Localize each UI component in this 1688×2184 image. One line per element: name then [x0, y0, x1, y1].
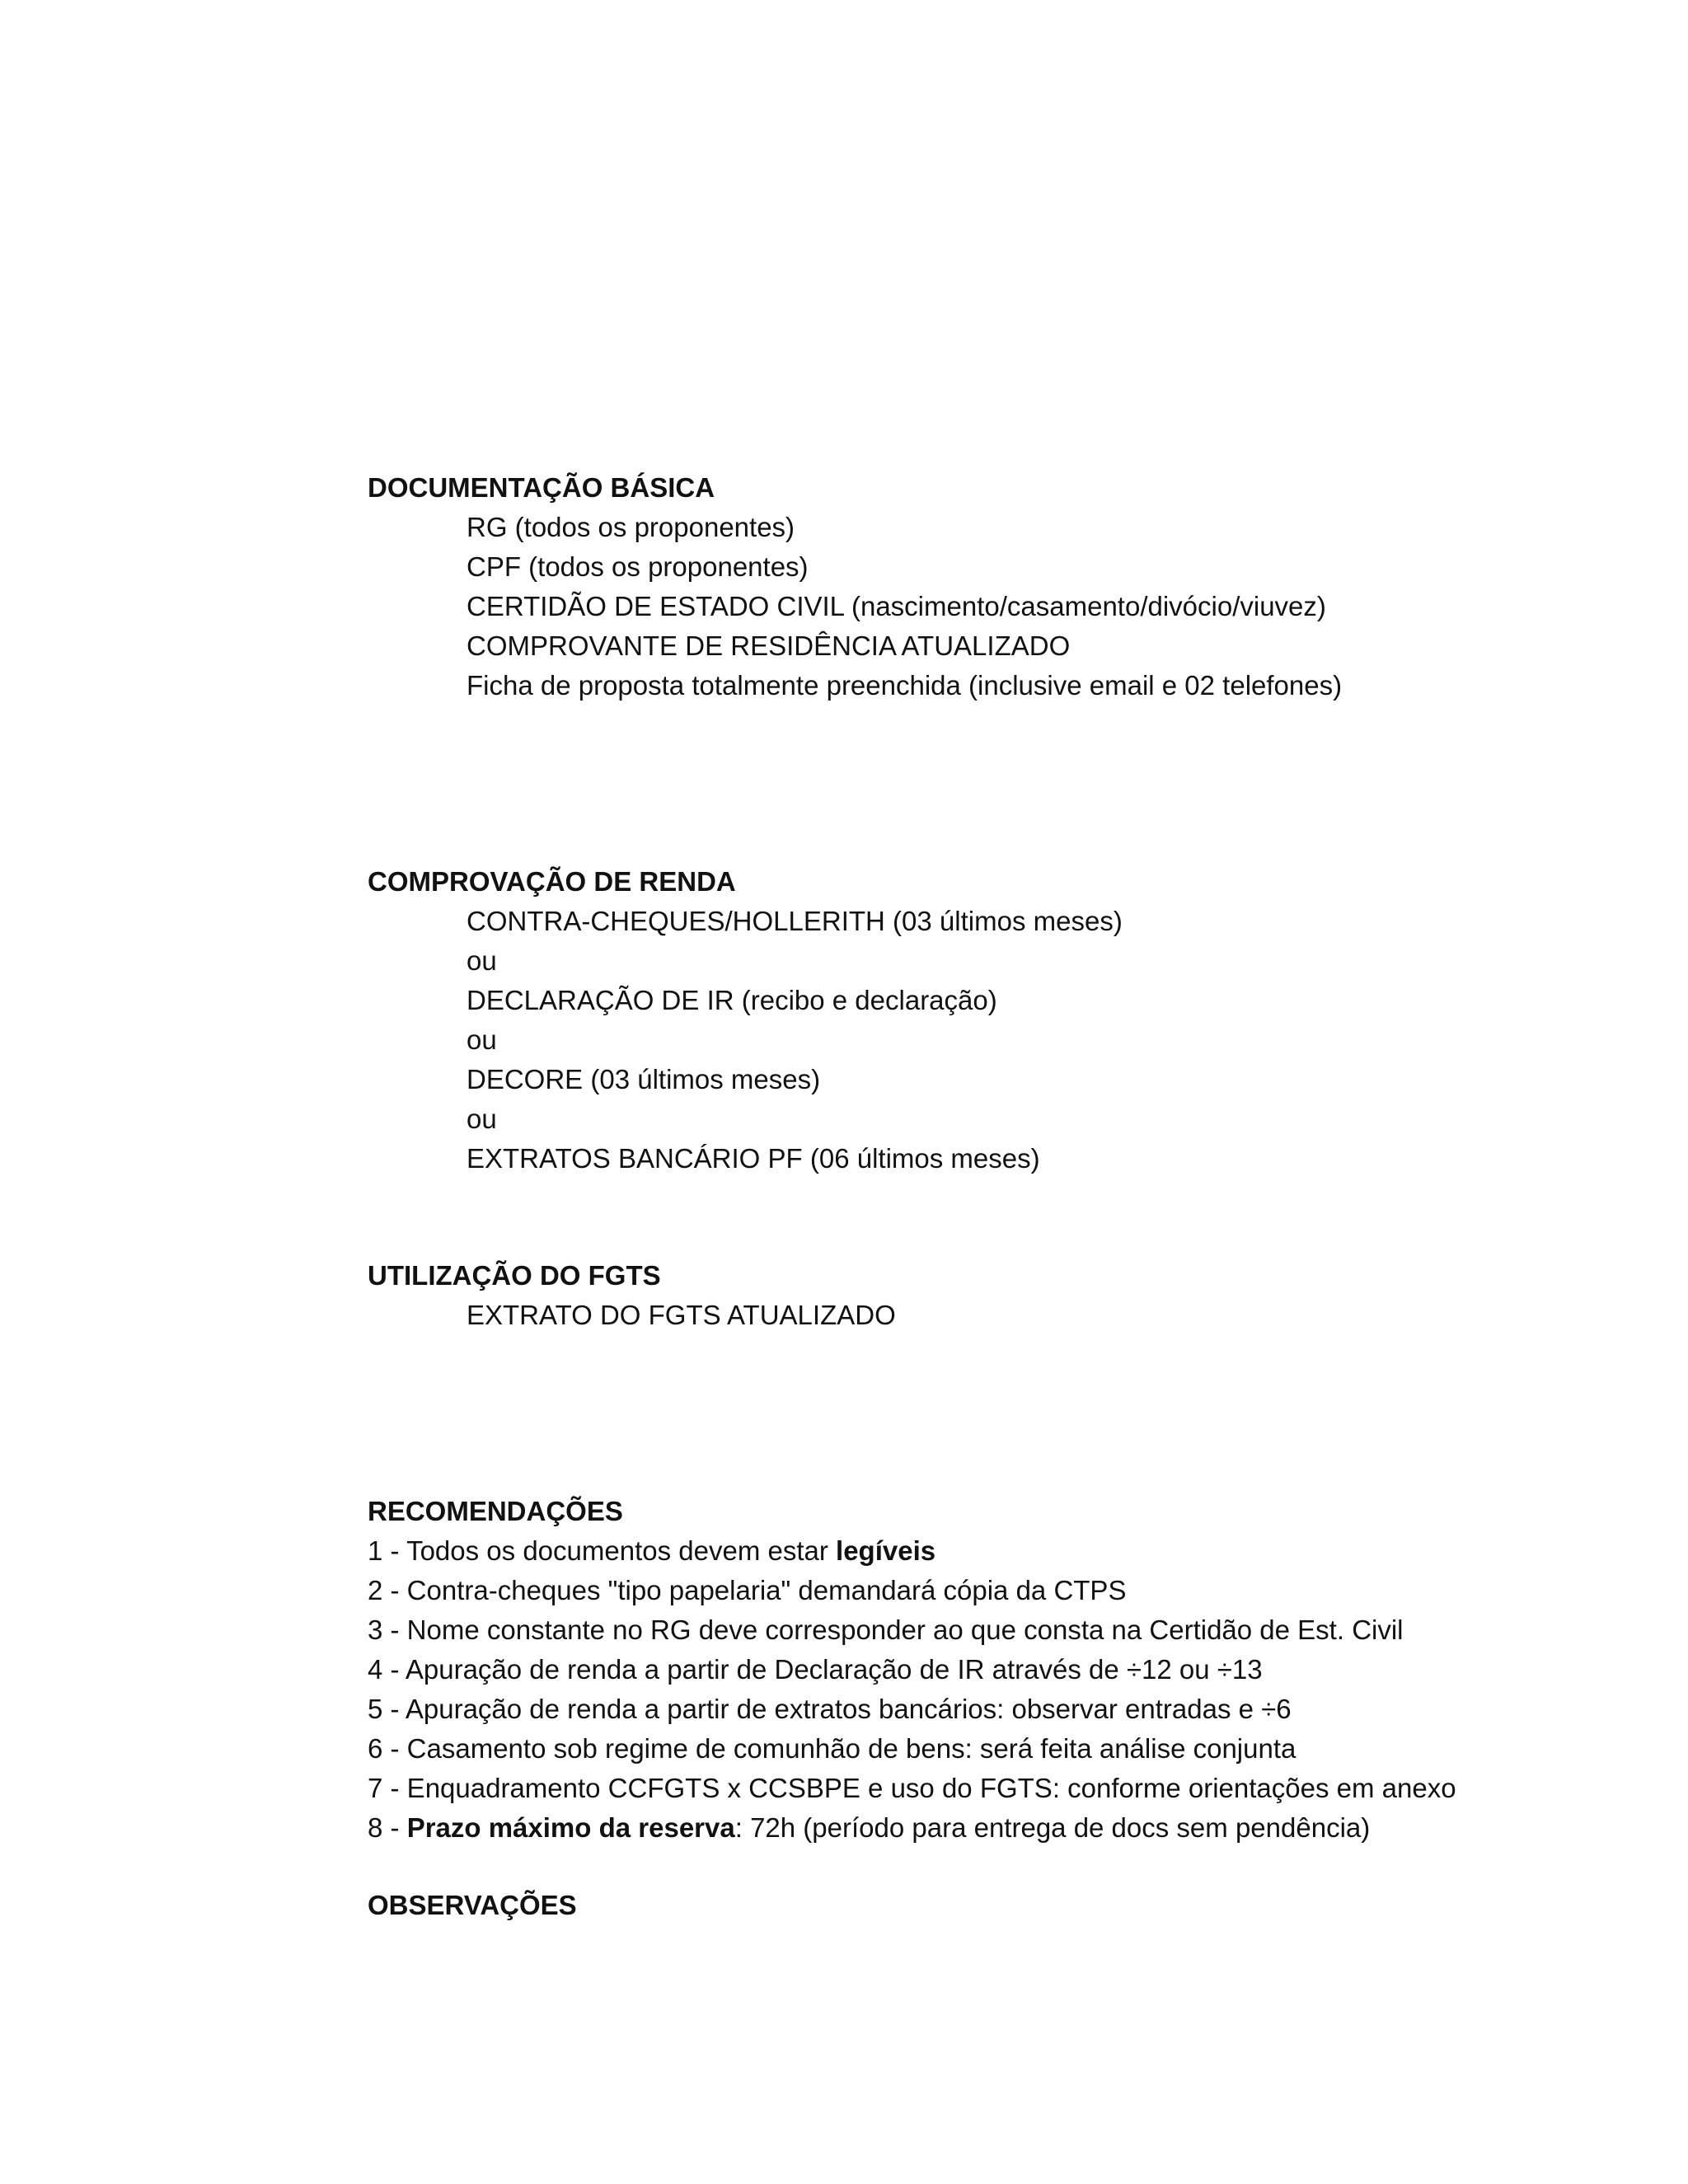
recommendation-item: 3 - Nome constante no RG deve corresponder ao que consta na Certidão de Est. Civil: [368, 1615, 1404, 1645]
section-title-recommendations: RECOMENDAÇÕES: [368, 1496, 623, 1526]
income-item: DECLARAÇÃO DE IR (recibo e declaração): [467, 985, 997, 1015]
section-title-observations: OBSERVAÇÕES: [368, 1890, 577, 1920]
recommendation-text: 1 - Todos os documentos devem estar: [368, 1535, 837, 1566]
income-item: CONTRA-CHEQUES/HOLLERITH (03 últimos meses): [467, 906, 1123, 936]
income-item-or: ou: [467, 1104, 497, 1134]
recommendation-text: : 72h (período para entrega de docs sem pendência): [734, 1812, 1371, 1843]
basic-doc-item: CERTIDÃO DE ESTADO CIVIL (nascimento/casamento/divócio/viuvez): [467, 591, 1326, 621]
income-item: DECORE (03 últimos meses): [467, 1064, 821, 1094]
recommendation-bold-text: legíveis: [836, 1535, 936, 1566]
basic-doc-item: Ficha de proposta totalmente preenchida (inclusive email e 02 telefones): [467, 670, 1343, 701]
basic-doc-item: RG (todos os proponentes): [467, 512, 795, 542]
recommendation-bold-text: Prazo máximo da reserva: [406, 1812, 735, 1843]
basic-doc-item: COMPROVANTE DE RESIDÊNCIA ATUALIZADO: [467, 630, 1071, 661]
recommendation-item: 2 - Contra-cheques "tipo papelaria" demandará cópia da CTPS: [368, 1575, 1127, 1605]
recommendation-item: 6 - Casamento sob regime de comunhão de bens: será feita análise conjunta: [368, 1733, 1296, 1764]
section-title-income-proof: COMPROVAÇÃO DE RENDA: [368, 866, 736, 897]
fgts-item: EXTRATO DO FGTS ATUALIZADO: [467, 1300, 896, 1330]
recommendation-text: 8 -: [368, 1812, 407, 1843]
section-title-basic-documentation: DOCUMENTAÇÃO BÁSICA: [368, 472, 715, 503]
income-item-or: ou: [467, 945, 497, 976]
income-item: EXTRATOS BANCÁRIO PF (06 últimos meses): [467, 1143, 1040, 1174]
basic-doc-item: CPF (todos os proponentes): [467, 551, 809, 582]
recommendation-item: 7 - Enquadramento CCFGTS x CCSBPE e uso do FGTS: conforme orientações em anexo: [368, 1773, 1456, 1803]
recommendation-item: [368, 1535, 935, 1568]
recommendation-item: 5 - Apuração de renda a partir de extratos bancários: observar entradas e ÷6: [368, 1694, 1292, 1724]
recommendation-item: 4 - Apuração de renda a partir de Declaração de IR através de ÷12 ou ÷13: [368, 1654, 1263, 1685]
section-title-fgts: UTILIZAÇÃO DO FGTS: [368, 1260, 661, 1291]
recommendation-item: [368, 1811, 1370, 1844]
income-item-or: ou: [467, 1024, 497, 1055]
